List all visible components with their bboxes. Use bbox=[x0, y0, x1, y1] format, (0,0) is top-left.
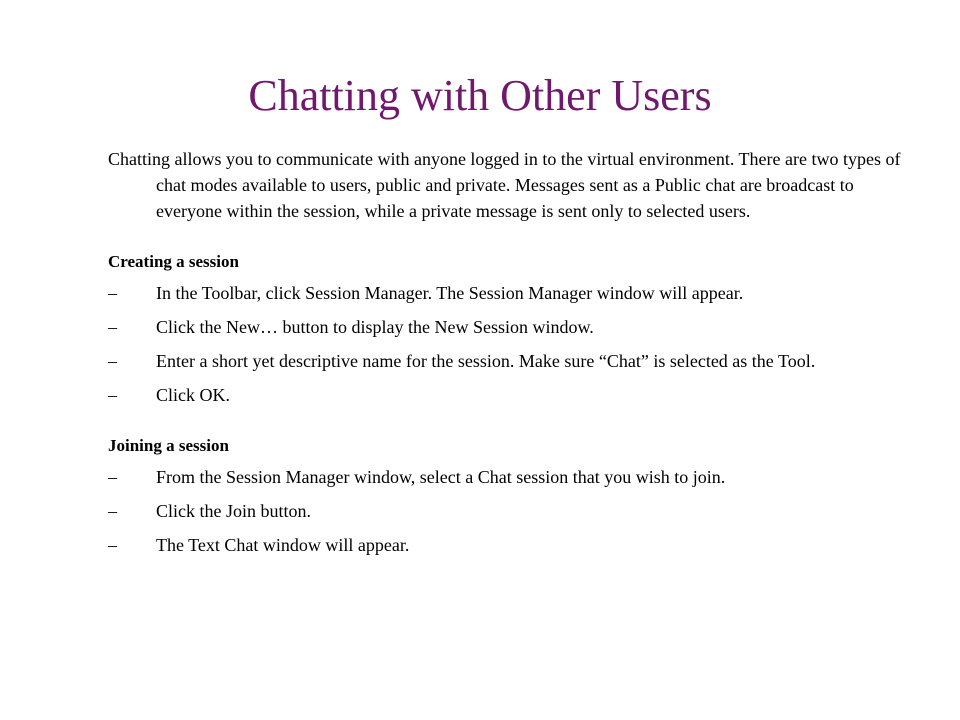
creating-step-1 bbox=[108, 280, 908, 306]
bullet-dash: – bbox=[108, 535, 117, 555]
bullet-dash: – bbox=[108, 385, 117, 405]
joining-step-2-text: Click the Join button. bbox=[156, 501, 311, 521]
bullet-dash: – bbox=[108, 501, 117, 521]
bullet-dash: – bbox=[108, 283, 117, 303]
joining-step-2 bbox=[108, 498, 908, 524]
bullet-dash: – bbox=[108, 317, 117, 337]
creating-step-2 bbox=[108, 314, 908, 340]
joining-session-heading: Joining a session bbox=[108, 436, 229, 455]
joining-step-1-text: From the Session Manager window, select a Chat session that you wish to join. bbox=[156, 467, 726, 487]
creating-session-steps bbox=[108, 280, 908, 408]
bullet-dash: – bbox=[108, 351, 117, 371]
joining-session-steps bbox=[108, 464, 908, 558]
intro-paragraph: Chatting allows you to communicate with anyone logged in to the virtual environment. There are two types of chat modes available to users, public and private. Messages sent as a Public chat are broadcast to everyone within the session, while a private message is sent only to selected users. bbox=[108, 149, 901, 221]
creating-step-4-text: Click OK. bbox=[156, 385, 230, 405]
slide-title: Chatting with Other Users bbox=[248, 71, 712, 120]
creating-step-2-text: Click the New… button to display the New Session window. bbox=[156, 317, 594, 337]
creating-step-3 bbox=[108, 348, 908, 374]
bullet-dash: – bbox=[108, 467, 117, 487]
creating-session-heading: Creating a session bbox=[108, 252, 239, 271]
joining-step-1 bbox=[108, 464, 908, 490]
creating-step-3-text: Enter a short yet descriptive name for the session. Make sure “Chat” is selected as the Tool. bbox=[156, 351, 816, 371]
creating-step-4 bbox=[108, 382, 908, 408]
joining-step-3 bbox=[108, 532, 908, 558]
creating-step-1-text: In the Toolbar, click Session Manager. The Session Manager window will appear. bbox=[156, 283, 744, 303]
creating-session-section bbox=[108, 250, 908, 408]
slide-body bbox=[108, 146, 908, 566]
joining-session-section bbox=[108, 434, 908, 558]
joining-step-3-text: The Text Chat window will appear. bbox=[156, 535, 410, 555]
